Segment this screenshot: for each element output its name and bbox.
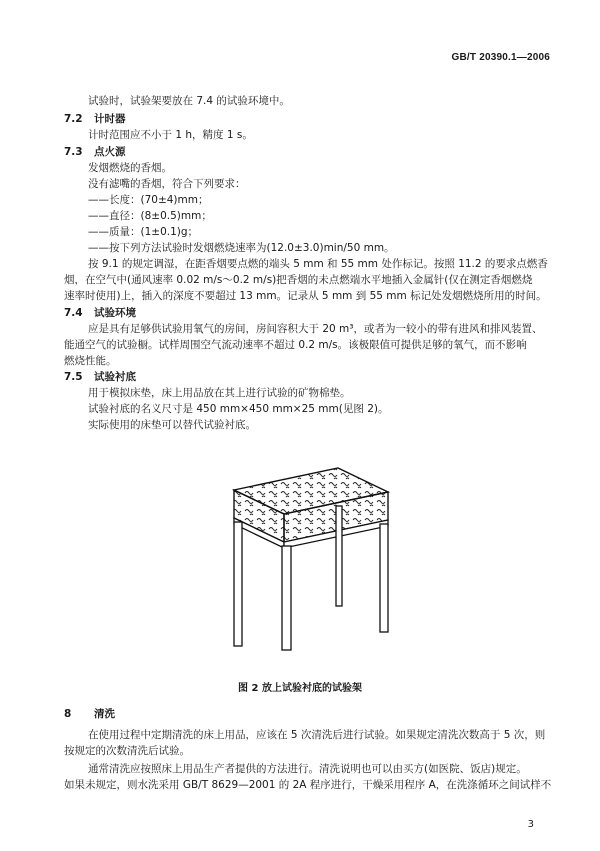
section-7-2-body: 计时范围应不小于 1 h，精度 1 s。 [88,129,253,141]
section-number: 8 [64,708,72,720]
paragraph-line: 实际使用的床垫可以替代试验衬底。 [88,419,256,431]
paragraph-line: 能通空气的试验橱。试样周围空气流动速率不超过 0.2 m/s。该极限值可提供足够的氧气，而不影响 [64,339,527,351]
section-number: 7.5 [64,371,83,383]
section-7-2-heading [64,111,126,126]
section-title: 试验衬底 [94,371,136,383]
standard-id: GB/T 20390.1—2006 [451,52,550,63]
requirement-item: ——长度：(70±4)mm； [88,194,209,206]
paragraph-line: 应是具有足够供试验用氧气的房间，房间容积大于 20 m³，或者为一较小的带有进风和排风装置、 [88,323,543,335]
section-7-3-line1: 发烟燃烧的香烟。 [88,162,172,174]
section-number: 7.3 [64,146,83,158]
section-title: 点火源 [94,146,126,158]
figure-caption: 图 2 放上试验衬底的试验架 [238,683,362,694]
paragraph-line: 按规定的次数清洗后试验。 [64,745,190,757]
section-7-5-heading [64,369,136,384]
section-title: 清洗 [94,708,115,720]
section-7-3-line2: 没有滤嘴的香烟，符合下列要求： [88,178,246,190]
paragraph-line: 试验衬底的名义尺寸是 450 mm×450 mm×25 mm(见图 2)。 [88,403,389,415]
paragraph-line: 如果未规定，则水洗采用 GB/T 8629—2001 的 2A 程序进行，干燥采用程序 A，在洗涤循环之间试样不 [64,779,552,791]
section-7-4-heading [64,305,136,320]
requirement-item: ——质量：(1±0.1)g； [88,226,199,238]
section-number: 7.2 [64,113,83,125]
intro-line: 试验时，试验架要放在 7.4 的试验环境中。 [88,95,290,107]
test-rig-figure [220,462,400,662]
paragraph-line: 速率时使用)上，插入的深度不要超过 13 mm。记录从 5 mm 到 55 mm 标记处发烟燃烧所用的时间。 [64,290,547,302]
section-7-3-heading [64,144,126,159]
paragraph-line: 在使用过程中定期清洗的床上用品，应该在 5 次清洗后进行试验。如果规定清洗次数高于 5 次，则 [88,729,546,741]
paragraph-line: 按 9.1 的规定调湿，在距香烟要点燃的端头 5 mm 和 55 mm 处作标记。按照 11.2 的要求点燃香 [88,258,548,270]
requirement-item: ——按下列方法试验时发烟燃烧速率为(12.0±3.0)min/50 mm。 [88,242,395,254]
section-8-heading [64,706,115,721]
paragraph-line: 烟，在空气中(通风速率 0.02 m/s～0.2 m/s)把香烟的未点燃端水平地插入金属针(仅在测定香烟燃烧 [64,274,533,286]
paragraph-line: 通常清洗应按照床上用品生产者提供的方法进行。清洗说明也可以由买方(如医院、饭店)规定。 [88,763,527,775]
paragraph-line: 用于模拟床垫，床上用品放在其上进行试验的矿物棉垫。 [88,387,351,399]
page-number: 3 [527,819,534,830]
requirement-item: ——直径：(8±0.5)mm； [88,210,212,222]
section-title: 试验环境 [94,307,136,319]
section-title: 计时器 [94,113,126,125]
section-number: 7.4 [64,307,83,319]
paragraph-line: 燃烧性能。 [64,355,117,367]
